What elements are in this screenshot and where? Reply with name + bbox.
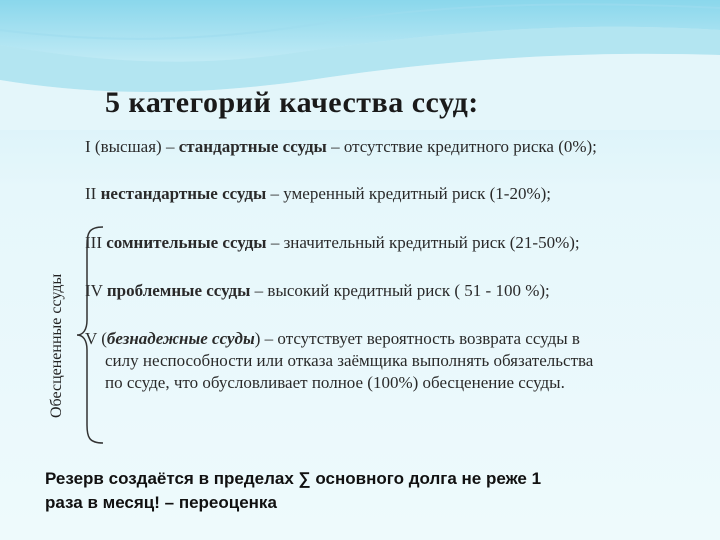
- category-item-1: [85, 136, 597, 158]
- reserve-note-line2: раза в месяц! – переоценка: [45, 493, 277, 512]
- category-term: проблемные ссуды: [106, 281, 251, 300]
- category-description: ) – отсутствует вероятность возврата ссуды в: [254, 329, 580, 348]
- impaired-loans-label: Обесцененные ссуды: [48, 273, 65, 418]
- category-item-5: [85, 328, 695, 394]
- category-term: безнадежные ссуды: [106, 329, 255, 348]
- category-separator: (: [96, 329, 107, 348]
- category-term: стандартные ссуды: [178, 137, 327, 156]
- reserve-note: [45, 467, 665, 515]
- category-numeral: IV: [85, 281, 103, 300]
- category-term: сомнительные ссуды: [106, 233, 267, 252]
- category-description: – значительный кредитный риск (21-50%);: [266, 233, 580, 252]
- category-item-4: [85, 280, 550, 302]
- category-term: нестандартные ссуды: [100, 184, 267, 203]
- category-description: – высокий кредитный риск ( 51 - 100 %);: [250, 281, 550, 300]
- slide-title: 5 категорий качества ссуд:: [105, 86, 479, 119]
- category-description-line3: по ссуде, что обусловливает полное (100%) обесценение ссуды.: [105, 373, 565, 392]
- category-item-3: [85, 232, 580, 254]
- category-qualifier: (высшая) –: [90, 137, 179, 156]
- category-numeral: II: [85, 184, 97, 203]
- category-numeral: I: [85, 137, 91, 156]
- category-description: – умеренный кредитный риск (1-20%);: [266, 184, 551, 203]
- category-description: – отсутствие кредитного риска (0%);: [326, 137, 597, 156]
- reserve-note-line1: Резерв создаётся в пределах ∑ основного долга не реже 1: [45, 469, 542, 488]
- category-numeral: V: [85, 329, 97, 348]
- group-brace: [75, 225, 105, 445]
- category-description-line2: силу неспособности или отказа заёмщика выполнять обязательства: [105, 351, 594, 370]
- category-item-2: [85, 183, 551, 205]
- category-numeral: III: [85, 233, 102, 252]
